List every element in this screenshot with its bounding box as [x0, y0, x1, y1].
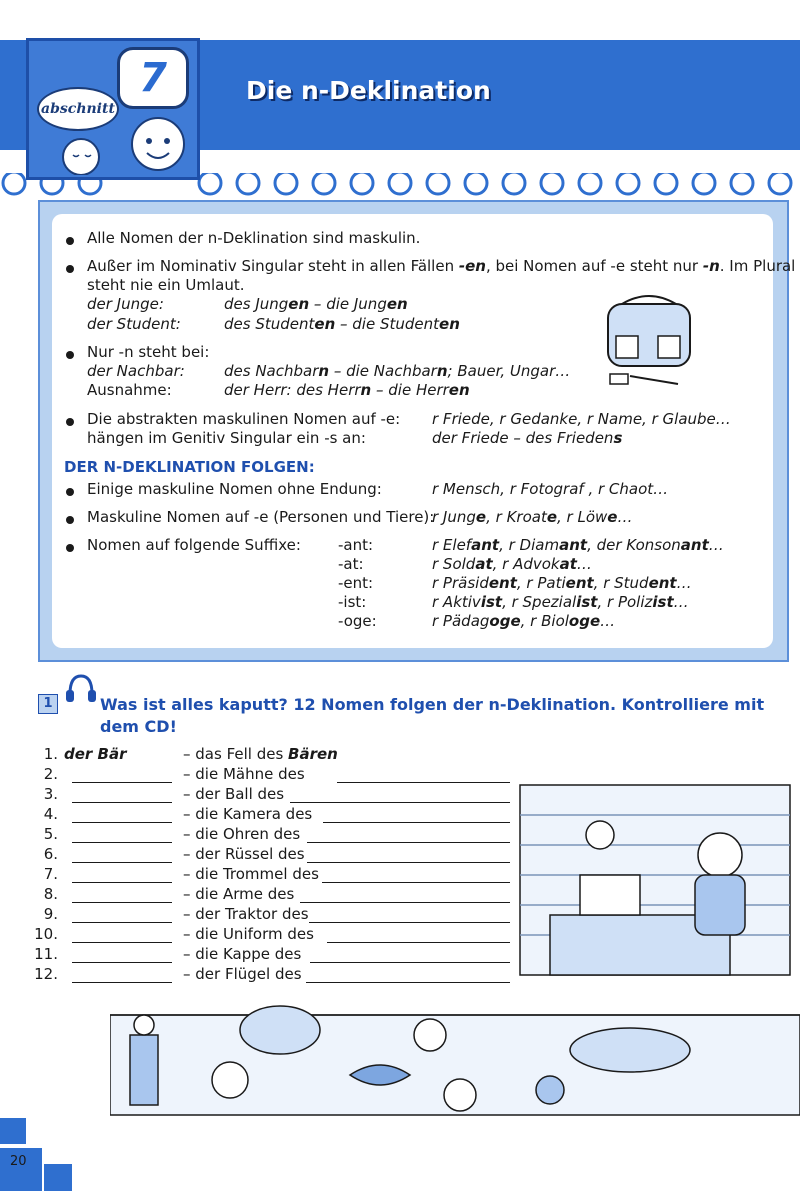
boy-face-icon [125, 111, 191, 173]
row-number: 8. [43, 885, 58, 903]
chapter-number: 7 [117, 47, 189, 109]
row-phrase: – der Traktor des [183, 905, 309, 923]
footer-decor [0, 1118, 26, 1144]
example-student-label: der Student: [87, 315, 181, 333]
suffix-ant: -ant: [338, 536, 374, 554]
example-answer: der Bär [64, 745, 127, 763]
row-number: 5. [43, 825, 58, 843]
page-number: 20 [10, 1154, 27, 1169]
headphones-icon [64, 672, 98, 706]
girl-face-icon [53, 133, 109, 175]
rule-4-line-1: Die abstrakten maskulinen Nomen auf -e: [87, 410, 401, 428]
example-student-forms: des Studenten – die Studenten [224, 315, 460, 333]
row-phrase: – die Mähne des [183, 765, 305, 783]
follow-1-label: Einige maskuline Nomen ohne Endung: [87, 480, 382, 498]
row-number: 4. [43, 805, 58, 823]
row-phrase: – die Trommel des [183, 865, 319, 883]
row-phrase: – die Ohren des [183, 825, 301, 843]
suffix-ant-examples: r Elefant, r Diamant, der Konsonant… [432, 536, 724, 554]
rule-4-examples: r Friede, r Gedanke, r Name, r Glaube… [432, 410, 731, 428]
row-number: 11. [34, 945, 58, 963]
rule-3: Nur -n steht bei: [87, 343, 210, 361]
suffix-at-examples: r Soldat, r Advokat… [432, 555, 592, 573]
row-phrase: – der Ball des [183, 785, 285, 803]
follow-2-examples: r Junge, r Kroate, r Löwe… [432, 508, 633, 526]
row-phrase: – die Kappe des [183, 945, 302, 963]
exception-forms: der Herr: des Herrn – die Herren [224, 381, 470, 399]
row-phrase: – die Uniform des [183, 925, 314, 943]
example-phrase: – das Fell des Bären [183, 745, 338, 763]
rule-4-genitive: der Friede – des Friedens [432, 429, 623, 447]
example-nachbar-forms: des Nachbarn – die Nachbarn; Bauer, Ungar… [224, 362, 571, 380]
bullet [66, 418, 74, 426]
exception-label: Ausnahme: [87, 381, 172, 399]
suffix-ist-examples: r Aktivist, r Spezialist, r Polizist… [432, 593, 689, 611]
chapter-label: abschnitt [37, 87, 119, 131]
exercise-number: 1 [38, 694, 58, 714]
follow-heading: DER N-DEKLINATION FOLGEN: [64, 458, 315, 476]
row-number: 10. [34, 925, 58, 943]
rule-1: Alle Nomen der n-Deklination sind maskulin. [87, 229, 421, 247]
follow-3-label: Nomen auf folgende Suffixe: [87, 536, 301, 554]
chapter-badge [26, 38, 200, 180]
row-phrase: – der Rüssel des [183, 845, 305, 863]
row-number: 2. [43, 765, 58, 783]
example-nachbar-label: der Nachbar: [87, 362, 185, 380]
row-number: 12. [34, 965, 58, 983]
follow-2-label: Maskuline Nomen auf -e (Personen und Tiere): [87, 508, 435, 526]
suffix-ent-examples: r Präsident, r Patient, r Student… [432, 574, 692, 592]
row-number: 6. [43, 845, 58, 863]
row-number: 1. [43, 745, 58, 763]
bullet [66, 351, 74, 359]
follow-1-examples: r Mensch, r Fotograf , r Chaot… [432, 480, 669, 498]
suffix-ent: -ent: [338, 574, 374, 592]
bullet [66, 516, 74, 524]
rule-4-line-2: hängen im Genitiv Singular ein -s an: [87, 429, 366, 447]
bullet [66, 544, 74, 552]
row-number: 7. [43, 865, 58, 883]
row-number: 3. [43, 785, 58, 803]
toy-scene-illustration [110, 775, 800, 1120]
suffix-at: -at: [338, 555, 364, 573]
page-title: Die n-Deklination [246, 76, 491, 105]
exercise-title: Was ist alles kaputt? 12 Nomen folgen der n-Deklination. Kontrolliere mit dem CD! [100, 695, 765, 736]
schoolbag-icon [600, 290, 700, 390]
bullet [66, 265, 74, 273]
suffix-oge-examples: r Pädagoge, r Biologe… [432, 612, 616, 630]
row-phrase: – der Flügel des [183, 965, 302, 983]
bullet [66, 488, 74, 496]
example-junge-forms: des Jungen – die Jungen [224, 295, 408, 313]
row-phrase: – die Kamera des [183, 805, 313, 823]
rule-2-line-1: Außer im Nominativ Singular steht in allen Fällen -en, bei Nomen auf -e steht nur -n. Im Plural [87, 257, 796, 275]
row-number: 9. [43, 905, 58, 923]
suffix-ist: -ist: [338, 593, 367, 611]
bullet [66, 237, 74, 245]
example-junge-label: der Junge: [87, 295, 164, 313]
row-phrase: – die Arme des [183, 885, 295, 903]
rule-2-line-2: steht nie ein Umlaut. [87, 276, 245, 294]
footer-decor [44, 1164, 72, 1191]
suffix-oge: -oge: [338, 612, 377, 630]
